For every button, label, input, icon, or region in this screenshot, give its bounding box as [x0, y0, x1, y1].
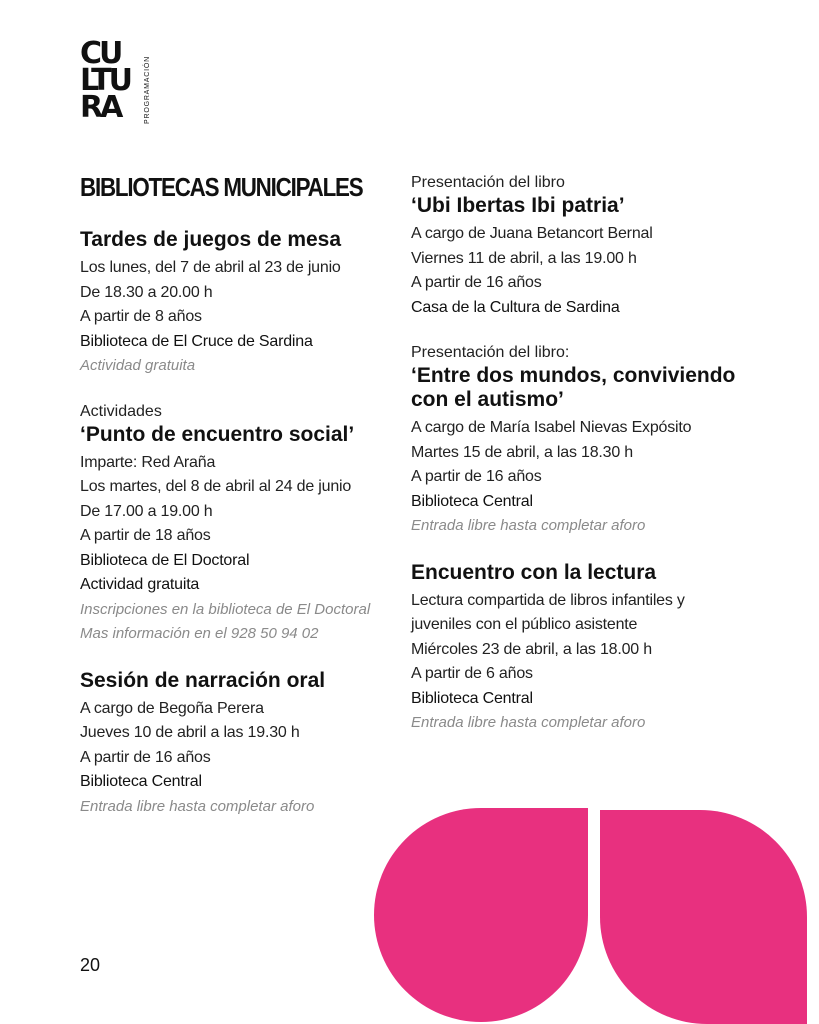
pink-circle-shape	[374, 808, 588, 1022]
event-note: Entrada libre hasta completar aforo	[411, 517, 646, 534]
event-time: De 17.00 a 19.00 h	[80, 502, 213, 520]
event-presenter: A cargo de Juana Betancort Bernal	[411, 225, 653, 242]
right-column	[411, 172, 741, 758]
event-age: A partir de 6 años	[411, 665, 533, 682]
event-age: A partir de 8 años	[80, 308, 202, 325]
event-title: ‘Entre dos mundos, conviviendo con el autismo’	[411, 364, 736, 411]
event-narracion-oral	[80, 669, 400, 820]
event-venue: Biblioteca de El Cruce de Sardina	[80, 332, 313, 350]
event-presenter: A cargo de Begoña Perera	[80, 699, 264, 717]
event-label: Presentación del libro:	[411, 344, 570, 361]
event-punto-de-encuentro	[80, 401, 400, 647]
event-label: Actividades	[80, 402, 162, 420]
event-note: Actividad gratuita	[80, 357, 196, 374]
event-age: A partir de 18 años	[80, 527, 211, 544]
event-entre-dos-mundos	[411, 342, 741, 539]
event-title: Tardes de juegos de mesa	[80, 228, 342, 251]
event-venue: Casa de la Cultura de Sardina	[411, 298, 620, 316]
event-label: Presentación del libro	[411, 174, 565, 191]
event-presenter: A cargo de María Isabel Nievas Expósito	[411, 419, 692, 436]
event-juegos-de-mesa	[80, 228, 400, 379]
cultura-logo	[80, 36, 160, 130]
event-encuentro-lectura	[411, 561, 741, 736]
logo-side-text: PROGRAMACIÓN	[144, 56, 151, 124]
event-venue: Biblioteca Central	[80, 773, 202, 790]
event-title: ‘Punto de encuentro social’	[80, 422, 355, 446]
event-venue: Biblioteca Central	[411, 492, 533, 510]
event-note-phone: Mas información en el 928 50 94 02	[80, 625, 319, 642]
event-title: Sesión de narración oral	[80, 668, 326, 692]
left-column	[80, 172, 400, 841]
event-date: Miércoles 23 de abril, a las 18.00 h	[411, 640, 652, 658]
event-date: Viernes 11 de abril, a las 19.00 h	[411, 249, 637, 267]
section-title: BIBLIOTECAS MUNICIPALES	[80, 172, 363, 202]
event-age: A partir de 16 años	[80, 748, 211, 766]
event-age: A partir de 16 años	[411, 274, 542, 291]
event-date: Martes 15 de abril, a las 18.30 h	[411, 443, 633, 461]
event-note: Entrada libre hasta completar aforo	[80, 797, 315, 815]
event-age: A partir de 16 años	[411, 468, 542, 485]
logo-row-1: CU	[80, 36, 121, 71]
event-title: Encuentro con la lectura	[411, 560, 657, 584]
event-schedule: Los martes, del 8 de abril al 24 de junio	[80, 478, 352, 495]
event-venue: Biblioteca Central	[411, 689, 533, 707]
event-schedule: Los lunes, del 7 de abril al 23 de junio	[80, 259, 341, 276]
logo-row-2: LTU	[80, 63, 130, 98]
event-date: Jueves 10 de abril a las 19.30 h	[80, 724, 300, 741]
event-title: ‘Ubi Ibertas Ibi patria’	[411, 194, 625, 217]
event-price: Actividad gratuita	[80, 576, 200, 593]
event-description: Lectura compartida de libros infantiles y juveniles con el público asistente	[411, 591, 685, 633]
event-ubi-ibertas	[411, 172, 741, 320]
event-instructor: Imparte: Red Araña	[80, 453, 216, 471]
logo-row-3: RA	[80, 90, 121, 125]
event-venue: Biblioteca de El Doctoral	[80, 551, 250, 569]
page-number: 20	[80, 955, 101, 975]
event-note: Entrada libre hasta completar aforo	[411, 714, 646, 731]
pink-leaf-shape	[600, 810, 807, 1024]
event-time: De 18.30 a 20.00 h	[80, 283, 213, 301]
event-note-inscriptions: Inscripciones en la biblioteca de El Doctoral	[80, 600, 371, 618]
